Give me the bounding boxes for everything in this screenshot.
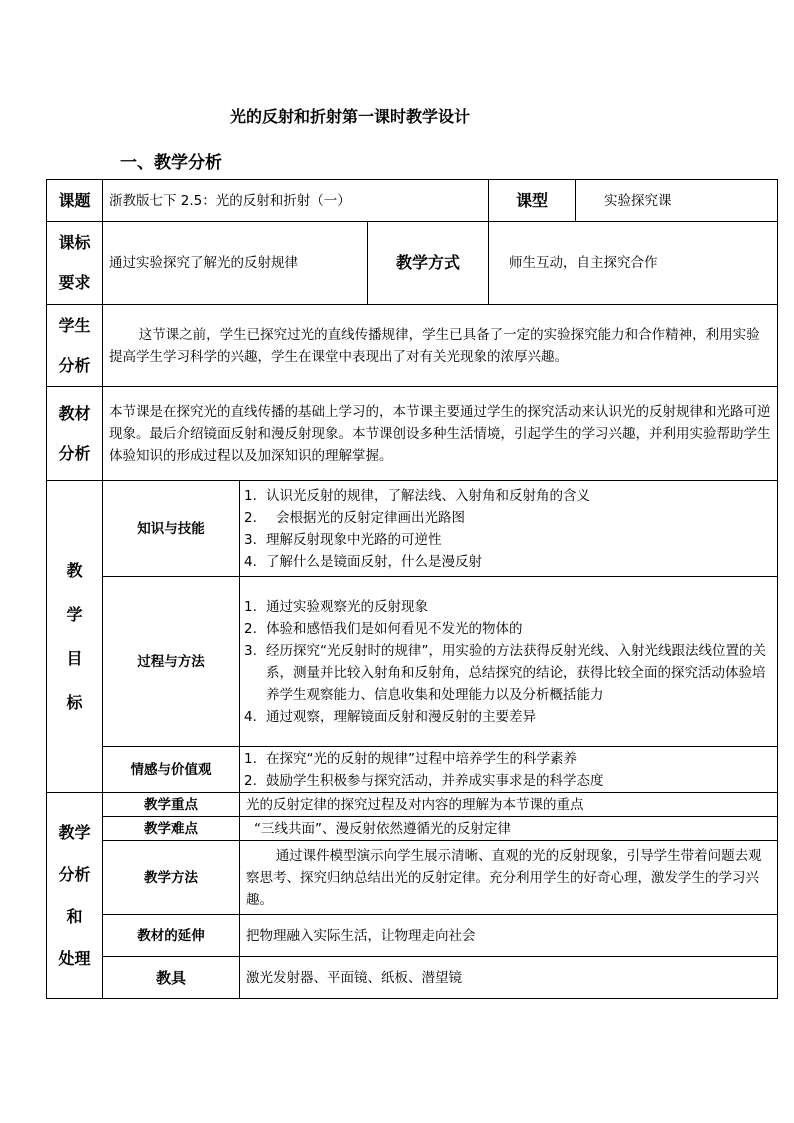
list-item: 3. 经历探究“光反射时的规律”，用实验的方法获得反射光线、入射光线跟法线位置的关系，测量并比较入射角和反射角，总结探究的结论，获得比较全面的探究活动体验培养学生观察能力、信息收集和处理能力以及分析概括能力 — [244, 642, 766, 703]
list-item: 1. 认识光反射的规律，了解法线、入射角和反射角的含义 — [244, 487, 590, 504]
teaching-aids-label: 教具 — [103, 957, 240, 999]
goals-emotion-row — [47, 747, 778, 793]
teaching-mode-label: 教学方式 — [368, 222, 489, 305]
textbook-analysis-label: 教材 分析 — [47, 387, 103, 481]
teaching-analysis-table — [46, 179, 778, 999]
student-analysis-row — [47, 305, 778, 387]
goals-process-row — [47, 577, 778, 747]
textbook-analysis-row — [47, 387, 778, 481]
lesson-type-label: 课型 — [489, 180, 576, 222]
document-title: 光的反射和折射第一课时教学设计 — [229, 107, 470, 126]
handling-label: 教学 分析 和 处理 — [47, 793, 103, 999]
teaching-method-text: 通过课件模型演示向学生展示清晰、直观的光的反射现象，引导学生带着问题去观察思考、探究归纳总结出光的反射定律。充分利用学生的好奇心理，激发学生的学习兴趣。 — [240, 841, 778, 915]
list-item: 4. 通过观察，理解镜面反射和漫反射的主要差异 — [244, 708, 536, 725]
teaching-aids-text: 激光发射器、平面镜、纸板、潜望镜 — [240, 957, 778, 999]
key-point-text: 光的反射定律的探究过程及对内容的理解为本节课的重点 — [240, 793, 778, 817]
lesson-type-value: 实验探究课 — [576, 180, 778, 222]
emotion-value-label: 情感与价值观 — [103, 747, 240, 793]
list-item: 4. 了解什么是镜面反射，什么是漫反射 — [244, 553, 482, 570]
extension-row — [47, 915, 778, 957]
standard-label: 课标 要求 — [47, 222, 103, 305]
difficulty-text: “三线共面”、漫反射依然遵循光的反射定律 — [240, 817, 778, 841]
list-item: 3. 理解反射现象中光路的可逆性 — [244, 531, 442, 548]
extension-label: 教材的延伸 — [103, 915, 240, 957]
student-analysis-label: 学生 分析 — [47, 305, 103, 387]
teaching-method-row — [47, 841, 778, 915]
list-item: 2. 会根据光的反射定律画出光路图 — [244, 509, 465, 526]
process-method-list — [240, 577, 778, 747]
teaching-mode-value: 师生互动，自主探究合作 — [489, 222, 778, 305]
list-item: 1. 在探究“光的反射的规律”过程中培养学生的科学素养 — [244, 750, 577, 767]
list-item: 2. 体验和感悟我们是如何看见不发光的物体的 — [244, 620, 523, 637]
teaching-method-label: 教学方法 — [103, 841, 240, 915]
goals-label: 教 学 目 标 — [47, 481, 103, 793]
goals-knowledge-row — [47, 481, 778, 577]
extension-text: 把物理融入实际生活，让物理走向社会 — [240, 915, 778, 957]
teaching-aids-row — [47, 957, 778, 999]
process-method-label: 过程与方法 — [103, 577, 240, 747]
section-heading: 一、教学分析 — [120, 153, 222, 173]
key-point-row — [47, 793, 778, 817]
student-analysis-text: 这节课之前，学生已探究过光的直线传播规律，学生已具备了一定的实验探究能力和合作精神，利用实验提高学生学习科学的兴趣，学生在课堂中表现出了对有关光现象的浓厚兴趣。 — [103, 305, 778, 387]
list-item: 2. 鼓励学生积极参与探究活动，并养成实事求是的科学态度 — [244, 772, 604, 789]
difficulty-label: 教学难点 — [103, 817, 240, 841]
key-point-label: 教学重点 — [103, 793, 240, 817]
knowledge-skill-label: 知识与技能 — [103, 481, 240, 577]
emotion-value-list — [240, 747, 778, 793]
knowledge-skill-list — [240, 481, 778, 577]
topic-label: 课题 — [47, 180, 103, 222]
difficulty-row — [47, 817, 778, 841]
topic-row — [47, 180, 778, 222]
list-item: 1. 通过实验观察光的反射现象 — [244, 598, 428, 615]
textbook-analysis-text: 本节课是在探究光的直线传播的基础上学习的，本节课主要通过学生的探究活动来认识光的反射规律和光路可逆现象。最后介绍镜面反射和漫反射现象。本节课创设多种生活情境，引起学生的学习兴趣，并利用实验帮助学生体验知识的形成过程以及加深知识的理解掌握。 — [103, 387, 778, 481]
topic-text: 浙教版七下 2.5：光的反射和折射（一） — [103, 180, 489, 222]
standard-row — [47, 222, 778, 305]
standard-text: 通过实验探究了解光的反射规律 — [103, 222, 368, 305]
